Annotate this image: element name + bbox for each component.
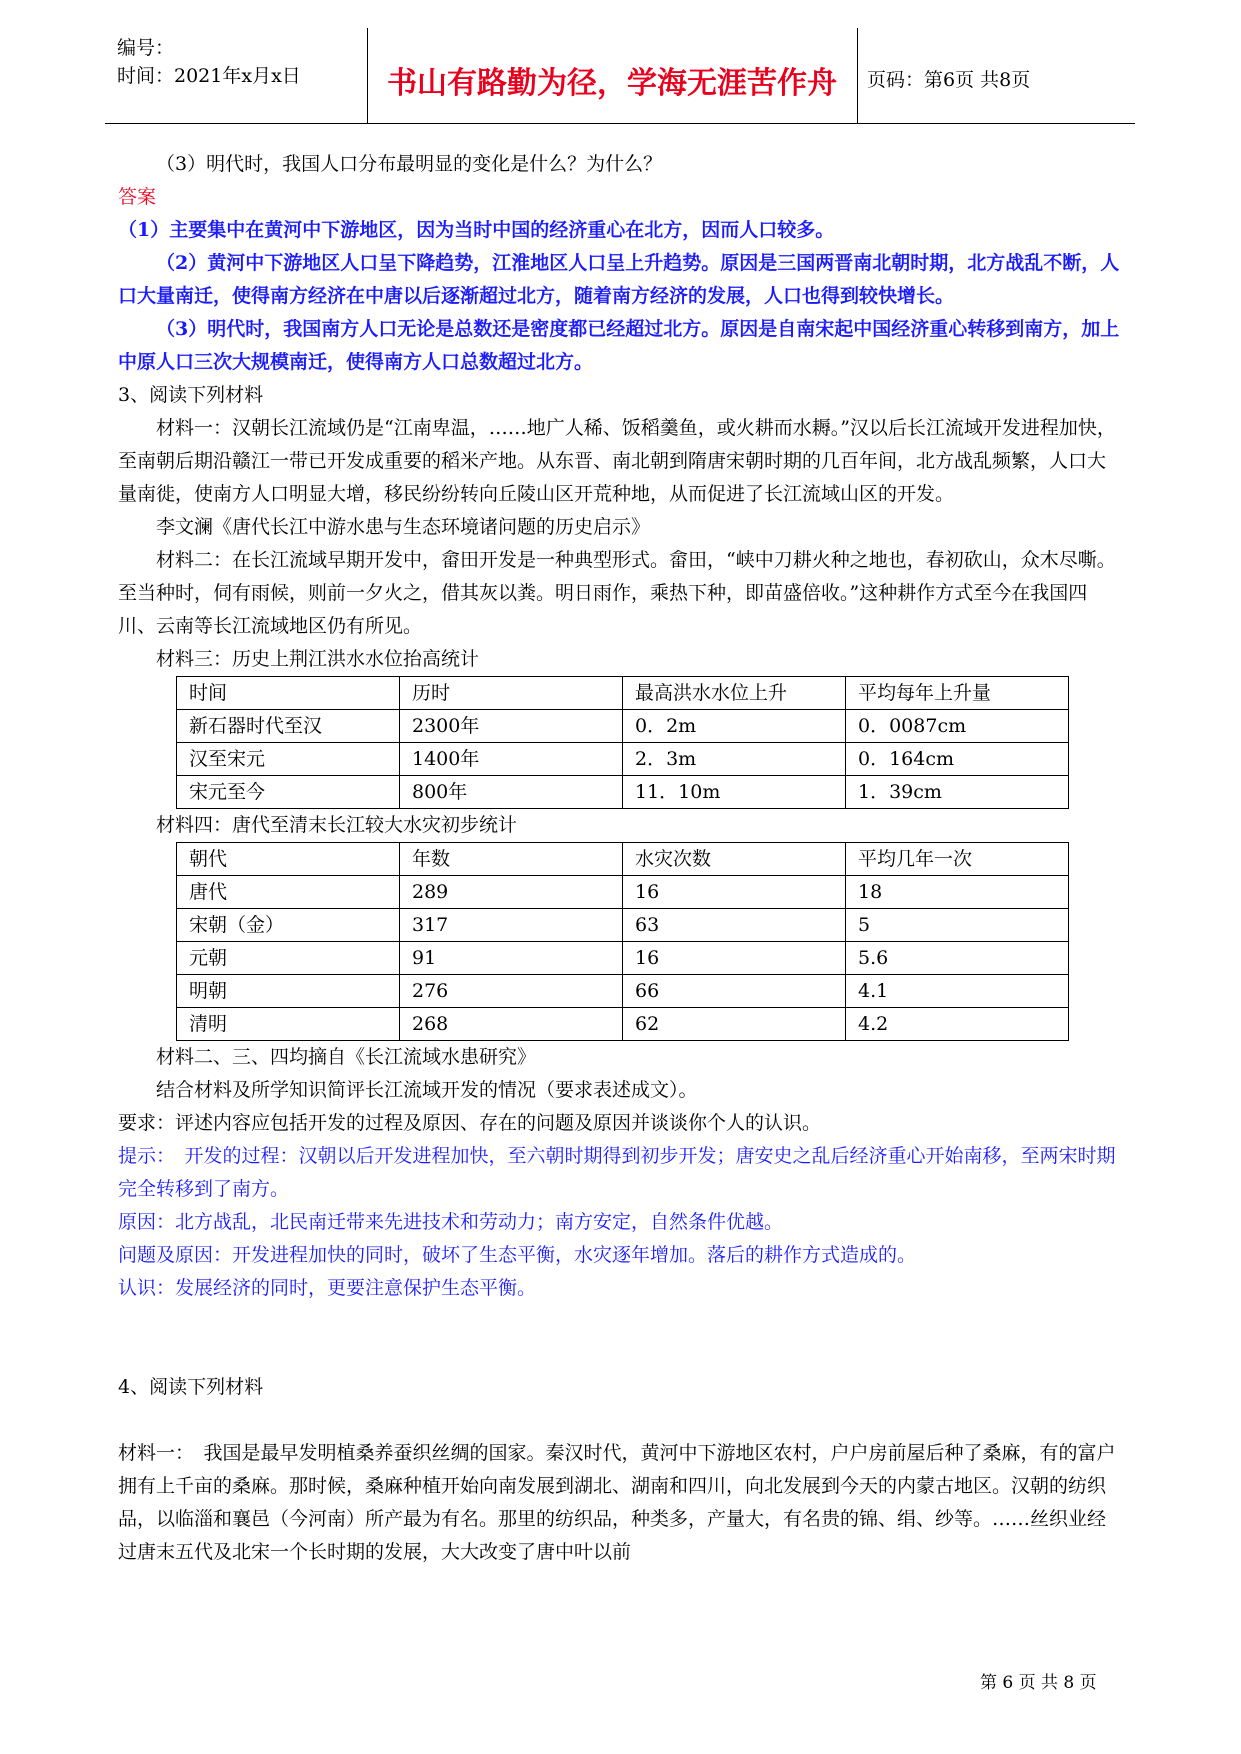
table-cell: 0．164cm <box>846 743 1069 776</box>
table-cell: 16 <box>623 942 846 975</box>
table-cell: 4.2 <box>846 1008 1069 1041</box>
document-body <box>118 148 1123 1569</box>
paragraph: 李文澜《唐代长江中游水患与生态环境诸问题的历史启示》 <box>156 516 651 538</box>
paragraph: 要求：评述内容应包括开发的过程及原因、存在的问题及原因并谈谈你个人的认识。 <box>118 1112 822 1134</box>
material4-caption: 材料四：唐代至清末长江较大水灾初步统计 <box>156 814 518 836</box>
table-header-cell: 平均每年上升量 <box>846 677 1069 710</box>
table-cell: 0．0087cm <box>846 710 1069 743</box>
text-block-1 <box>118 148 1123 643</box>
table-cell: 汉至宋元 <box>177 743 400 776</box>
table-cell: 明朝 <box>177 975 400 1008</box>
number-label: 编号： <box>117 37 175 59</box>
table-cell: 63 <box>623 909 846 942</box>
table-cell: 清明 <box>177 1008 400 1041</box>
paragraph: 答案 <box>118 186 157 208</box>
table-cell: 新石器时代至汉 <box>177 710 400 743</box>
table-cell: 0．2m <box>623 710 846 743</box>
time-label: 时间：2021年x月x日 <box>117 65 301 87</box>
table-header-row <box>177 843 1069 876</box>
header-meta <box>117 34 301 90</box>
table-cell: 62 <box>623 1008 846 1041</box>
table-cell: 91 <box>400 942 623 975</box>
table-header-row <box>177 677 1069 710</box>
table-header-cell: 水灾次数 <box>623 843 846 876</box>
table-header-cell: 年数 <box>400 843 623 876</box>
blank-line <box>118 1404 1123 1437</box>
table-cell: 11．10m <box>623 776 846 809</box>
table-header-cell: 时间 <box>177 677 400 710</box>
paragraph: （3）明代时，我国人口分布最明显的变化是什么？为什么？ <box>156 153 663 175</box>
header-divider <box>857 28 858 123</box>
header-page-number: 页码：第6页 共8页 <box>867 69 1031 91</box>
table-row <box>177 743 1069 776</box>
paragraph: 材料二：在长江流域早期开发中，畲田开发是一种典型形式。畲田，“峡中刀耕火种之地也，春初砍山，众木尽嘶。至当种时，伺有雨候，则前一夕火之，借其灰以粪。明日雨作，乘热下种，即苗盛倍收。”这种耕作方式至今在我国四川、云南等长江流域地区仍有所见。 <box>118 549 1116 637</box>
blank-line <box>118 1305 1123 1338</box>
table-cell: 5 <box>846 909 1069 942</box>
table-row <box>177 942 1069 975</box>
table-cell: 800年 <box>400 776 623 809</box>
table-header-cell: 最高洪水水位上升 <box>623 677 846 710</box>
table-row <box>177 1008 1069 1041</box>
table-cell: 66 <box>623 975 846 1008</box>
table-header-cell: 历时 <box>400 677 623 710</box>
paragraph: 材料二、三、四均摘自《长江流域水患研究》 <box>156 1046 537 1068</box>
table-cell: 276 <box>400 975 623 1008</box>
table-row <box>177 909 1069 942</box>
paragraph: （3）明代时，我国南方人口无论是总数还是密度都已经超过北方。原因是自南宋起中国经济重心转移到南方，加上中原人口三次大规模南迁，使得南方人口总数超过北方。 <box>118 318 1120 373</box>
page-header <box>105 28 1135 124</box>
paragraph: 结合材料及所学知识简评长江流域开发的情况（要求表述成文）。 <box>156 1079 698 1101</box>
page-footer: 第 6 页 共 8 页 <box>980 1673 1097 1693</box>
table-row <box>177 876 1069 909</box>
table-cell: 268 <box>400 1008 623 1041</box>
table-cell: 4.1 <box>846 975 1069 1008</box>
material4-table <box>176 842 1069 1041</box>
table-cell: 元朝 <box>177 942 400 975</box>
table-cell: 18 <box>846 876 1069 909</box>
text-block-2 <box>118 1041 1123 1569</box>
material3-table <box>176 676 1069 809</box>
blank-line <box>118 1338 1123 1371</box>
table-cell: 317 <box>400 909 623 942</box>
paragraph: 材料一： 我国是最早发明植桑养蚕织丝绸的国家。秦汉时代，黄河中下游地区农村，户户房前屋后种了桑麻，有的富户拥有上千亩的桑麻。那时候，桑麻种植开始向南发展到湖北、湖南和四川，向北发展到今天的内蒙古地区。汉朝的纺织品，以临淄和襄邑（今河南）所产最为有名。那里的纺织品，种类多，产量大，有名贵的锦、绢、纱等。……丝织业经过唐末五代及北宋一个长时期的发展，大大改变了唐中叶以前 <box>118 1442 1116 1563</box>
paragraph: 认识：发展经济的同时，更要注意保护生态平衡。 <box>118 1277 537 1299</box>
table-cell: 289 <box>400 876 623 909</box>
table-header-cell: 朝代 <box>177 843 400 876</box>
table-cell: 2300年 <box>400 710 623 743</box>
table-cell: 5.6 <box>846 942 1069 975</box>
table-row <box>177 975 1069 1008</box>
table-cell: 1．39cm <box>846 776 1069 809</box>
table-cell: 宋元至今 <box>177 776 400 809</box>
table-cell: 宋朝（金） <box>177 909 400 942</box>
header-motto: 书山有路勤为径，学海无涯苦作舟 <box>387 66 837 101</box>
table-cell: 2．3m <box>623 743 846 776</box>
paragraph: 问题及原因：开发进程加快的同时，破坏了生态平衡，水灾逐年增加。落后的耕作方式造成的。 <box>118 1244 917 1266</box>
table-row <box>177 710 1069 743</box>
paragraph: 提示： 开发的过程：汉朝以后开发进程加快，至六朝时期得到初步开发；唐安史之乱后经济重心开始南移，至两宋时期完全转移到了南方。 <box>118 1145 1116 1200</box>
table-row <box>177 776 1069 809</box>
material3-caption: 材料三：历史上荆江洪水水位抬高统计 <box>156 648 480 670</box>
paragraph: 材料一：汉朝长江流域仍是“江南卑温，……地广人稀、饭稻羹鱼，或火耕而水耨。”汉以后长江流域开发进程加快，至南朝后期沿赣江一带已开发成重要的稻米产地。从东晋、南北朝到隋唐宋朝时期的几百年间，北方战乱频繁，人口大量南徙，使南方人口明显大增，移民纷纷转向丘陵山区开荒种地，从而促进了长江流域山区的开发。 <box>118 417 1116 505</box>
table-cell: 唐代 <box>177 876 400 909</box>
paragraph: 原因：北方战乱，北民南迁带来先进技术和劳动力；南方安定，自然条件优越。 <box>118 1211 784 1233</box>
table-header-cell: 平均几年一次 <box>846 843 1069 876</box>
table-cell: 1400年 <box>400 743 623 776</box>
table-cell: 16 <box>623 876 846 909</box>
paragraph: 4、阅读下列材料 <box>118 1376 264 1398</box>
paragraph: （2）黄河中下游地区人口呈下降趋势，江淮地区人口呈上升趋势。原因是三国两晋南北朝时期，北方战乱不断，人口大量南迁，使得南方经济在中唐以后逐渐超过北方，随着南方经济的发展，人口也得到较快增长。 <box>118 252 1120 307</box>
paragraph: （1）主要集中在黄河中下游地区，因为当时中国的经济重心在北方，因而人口较多。 <box>118 219 835 241</box>
paragraph: 3、阅读下列材料 <box>118 384 264 406</box>
